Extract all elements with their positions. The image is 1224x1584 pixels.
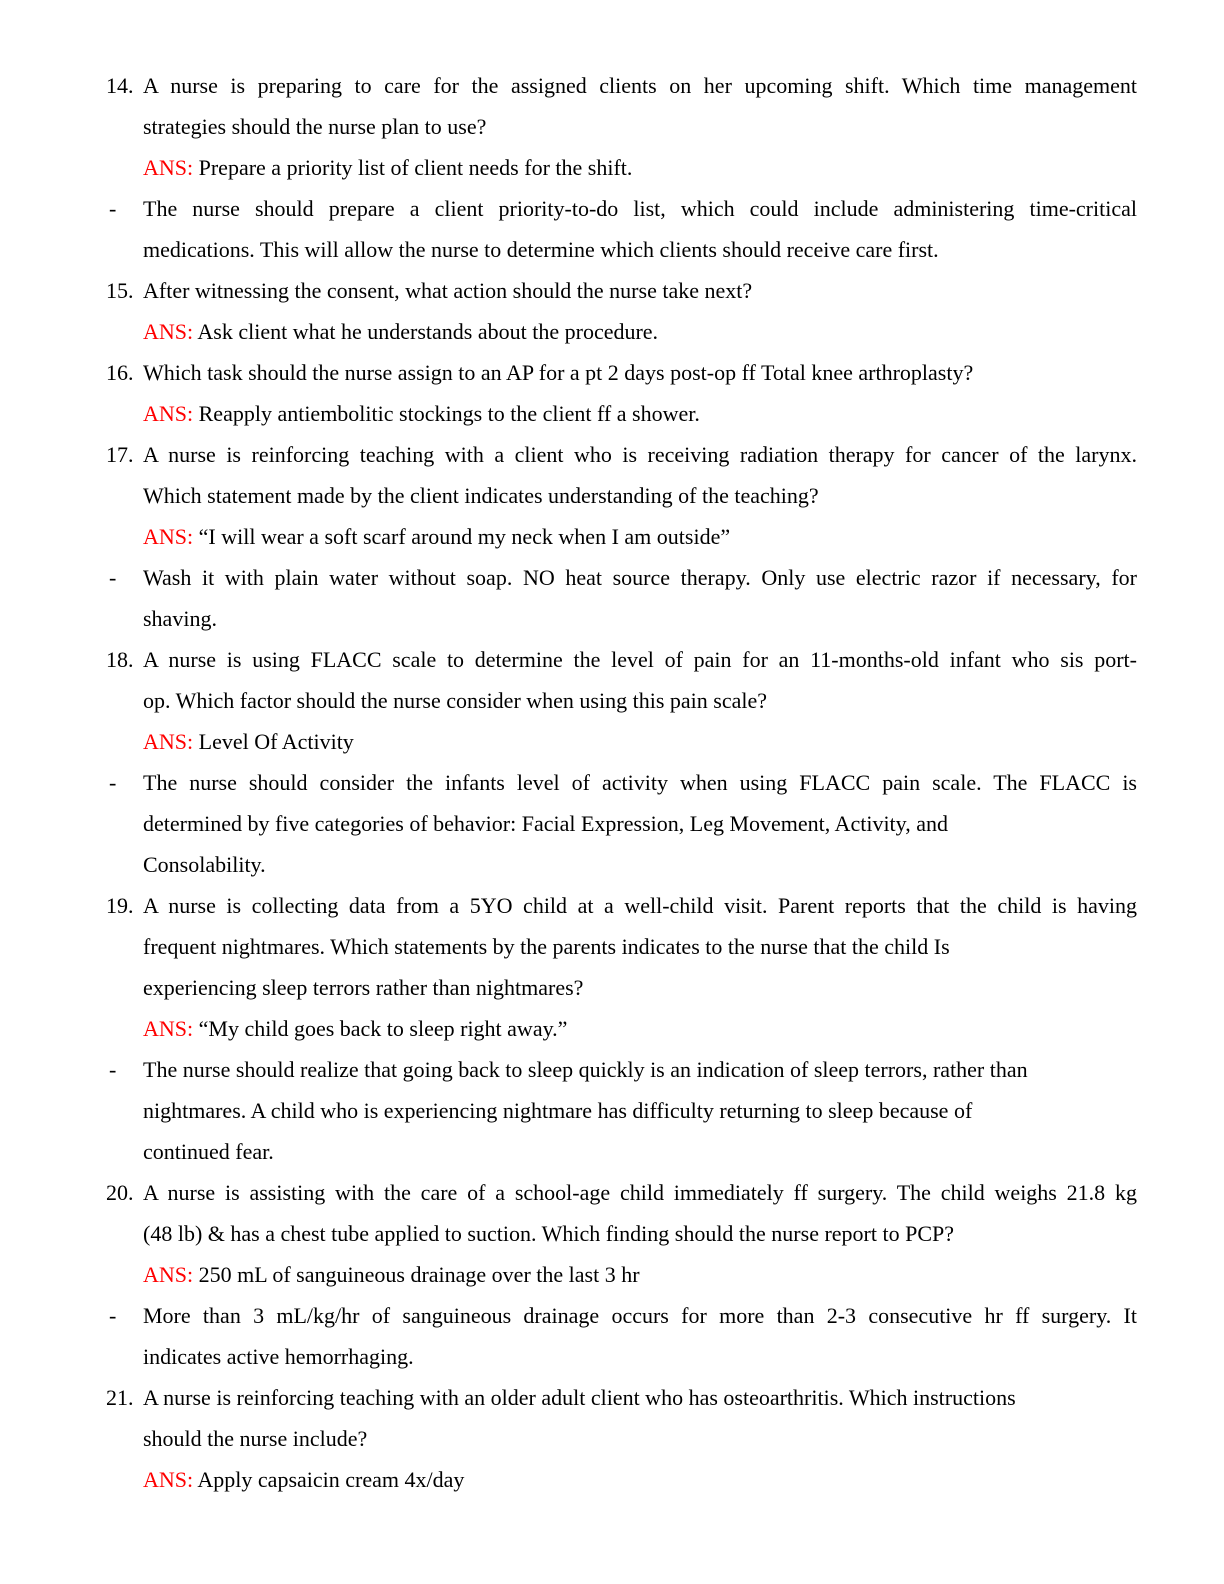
rationale-text: determined by five categories of behavior: Facial Expression, Leg Movement, Activity, and [143, 811, 948, 836]
answer-text: Ask client what he understands about the procedure. [197, 319, 659, 344]
document-page [0, 65, 1224, 1500]
question-text: A nurse is preparing to care for the assigned clients on her upcoming shift. Which time management [143, 73, 1137, 98]
question-text: frequent nightmares. Which statements by the parents indicates to the nurse that the child Is [143, 934, 950, 959]
ans-label: ANS: [143, 1467, 194, 1492]
question-text: Which statement made by the client indicates understanding of the teaching? [143, 483, 819, 508]
ans-label: ANS: [143, 401, 194, 426]
rationale-18-line-1 [0, 762, 1224, 803]
question-15-line-1 [0, 270, 1224, 311]
answer-16 [0, 393, 1224, 434]
rationale-17-line-2 [0, 598, 1224, 639]
question-14-line-2 [0, 106, 1224, 147]
rationale-text: continued fear. [143, 1139, 274, 1164]
rationale-18-line-3 [0, 844, 1224, 885]
answer-14 [0, 147, 1224, 188]
question-number: 15. [106, 278, 134, 303]
answer-text: 250 mL of sanguineous drainage over the last 3 hr [198, 1262, 640, 1287]
rationale-19-line-1 [0, 1049, 1224, 1090]
answer-text: “I will wear a soft scarf around my neck when I am outside” [198, 524, 731, 549]
rationale-bullet: - [109, 1057, 117, 1082]
ans-label: ANS: [143, 1016, 194, 1041]
answer-21 [0, 1459, 1224, 1500]
question-21-line-2 [0, 1418, 1224, 1459]
question-14-line-1 [0, 65, 1224, 106]
question-number: 17. [106, 442, 134, 467]
rationale-text: Wash it with plain water without soap. NO heat source therapy. Only use electric razor if necessary, for [143, 565, 1137, 590]
question-number: 20. [106, 1180, 134, 1205]
question-19-line-3 [0, 967, 1224, 1008]
ans-label: ANS: [143, 319, 194, 344]
question-19-line-1 [0, 885, 1224, 926]
question-number: 14. [106, 73, 134, 98]
question-number: 19. [106, 893, 134, 918]
answer-text: Level Of Activity [198, 729, 354, 754]
question-text: A nurse is using FLACC scale to determine the level of pain for an 11-months-old infant who sis port- [143, 647, 1137, 672]
ans-label: ANS: [143, 729, 194, 754]
ans-label: ANS: [143, 1262, 194, 1287]
rationale-bullet: - [109, 1303, 117, 1328]
rationale-19-line-3 [0, 1131, 1224, 1172]
answer-19 [0, 1008, 1224, 1049]
rationale-text: nightmares. A child who is experiencing nightmare has difficulty returning to sleep because of [143, 1098, 973, 1123]
rationale-20-line-2 [0, 1336, 1224, 1377]
rationale-text: The nurse should prepare a client priority-to-do list, which could include administering time-critical [143, 196, 1137, 221]
rationale-text: More than 3 mL/kg/hr of sanguineous drainage occurs for more than 2-3 consecutive hr ff surgery. It [143, 1303, 1137, 1328]
question-18-line-1 [0, 639, 1224, 680]
rationale-text: The nurse should consider the infants level of activity when using FLACC pain scale. The FLACC is [143, 770, 1137, 795]
question-16-line-1 [0, 352, 1224, 393]
question-number: 18. [106, 647, 134, 672]
question-20-line-2 [0, 1213, 1224, 1254]
answer-15 [0, 311, 1224, 352]
ans-label: ANS: [143, 524, 194, 549]
question-text: should the nurse include? [143, 1426, 368, 1451]
answer-20 [0, 1254, 1224, 1295]
rationale-14-line-1 [0, 188, 1224, 229]
question-text: experiencing sleep terrors rather than nightmares? [143, 975, 584, 1000]
question-text: (48 lb) & has a chest tube applied to suction. Which finding should the nurse report to PCP? [143, 1221, 955, 1246]
rationale-bullet: - [109, 770, 117, 795]
rationale-18-line-2 [0, 803, 1224, 844]
answer-text: Prepare a priority list of client needs for the shift. [198, 155, 633, 180]
rationale-text: Consolability. [143, 852, 266, 877]
question-text: op. Which factor should the nurse consider when using this pain scale? [143, 688, 767, 713]
rationale-20-line-1 [0, 1295, 1224, 1336]
rationale-text: The nurse should realize that going back to sleep quickly is an indication of sleep terrors, rather than [143, 1057, 1028, 1082]
question-text: strategies should the nurse plan to use? [143, 114, 487, 139]
question-number: 21. [106, 1385, 134, 1410]
question-text: A nurse is assisting with the care of a school-age child immediately ff surgery. The child weighs 21.8 kg [143, 1180, 1137, 1205]
rationale-text: indicates active hemorrhaging. [143, 1344, 414, 1369]
question-text: A nurse is reinforcing teaching with an older adult client who has osteoarthritis. Which instructions [143, 1385, 1016, 1410]
question-19-line-2 [0, 926, 1224, 967]
answer-text: “My child goes back to sleep right away.” [198, 1016, 568, 1041]
question-18-line-2 [0, 680, 1224, 721]
question-17-line-2 [0, 475, 1224, 516]
rationale-text: medications. This will allow the nurse to determine which clients should receive care first. [143, 237, 939, 262]
question-text: After witnessing the consent, what action should the nurse take next? [143, 278, 753, 303]
rationale-bullet: - [109, 565, 117, 590]
answer-text: Apply capsaicin cream 4x/day [197, 1467, 465, 1492]
rationale-text: shaving. [143, 606, 217, 631]
question-20-line-1 [0, 1172, 1224, 1213]
answer-text: Reapply antiembolitic stockings to the client ff a shower. [198, 401, 700, 426]
question-21-line-1 [0, 1377, 1224, 1418]
rationale-bullet: - [109, 196, 117, 221]
question-text: A nurse is collecting data from a 5YO child at a well-child visit. Parent reports that the child is having [143, 893, 1137, 918]
answer-17 [0, 516, 1224, 557]
rationale-14-line-2 [0, 229, 1224, 270]
rationale-17-line-1 [0, 557, 1224, 598]
question-17-line-1 [0, 434, 1224, 475]
question-text: Which task should the nurse assign to an AP for a pt 2 days post-op ff Total knee arthroplasty? [143, 360, 974, 385]
answer-18 [0, 721, 1224, 762]
ans-label: ANS: [143, 155, 194, 180]
rationale-19-line-2 [0, 1090, 1224, 1131]
question-number: 16. [106, 360, 134, 385]
question-text: A nurse is reinforcing teaching with a client who is receiving radiation therapy for cancer of the larynx. [143, 442, 1137, 467]
